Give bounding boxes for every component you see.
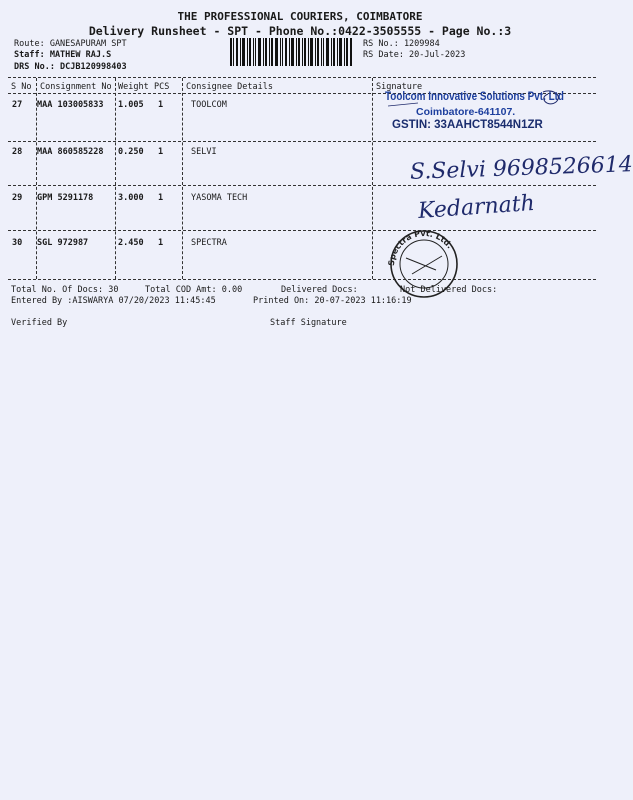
drs-number: DRS No.: DCJB120998403 <box>14 62 127 72</box>
row-divider <box>8 230 596 231</box>
row-28-weight: 0.250 <box>118 147 144 157</box>
row-30-consignment: SGL 972987 <box>37 238 89 248</box>
col-header-consignment: Consignment No <box>40 82 112 92</box>
handwritten-signature-yasoma: Kedarnath <box>417 190 536 225</box>
row-29-consignee: YASOMA TECH <box>191 193 248 203</box>
table-top-rule <box>8 77 596 78</box>
row-28-pcs: 1 <box>158 147 164 157</box>
barcode-graphic <box>230 38 353 66</box>
route-label: Route: GANESAPURAM SPT <box>14 39 127 49</box>
company-stamp-city: Coimbatore-641107. <box>416 106 516 118</box>
row-30-weight: 2.450 <box>118 238 144 248</box>
seal-ring-text: Spectra Pvt. Ltd. <box>386 228 455 267</box>
row-29-pcs: 1 <box>158 193 164 203</box>
company-stamp-gstin: GSTIN: 33AAHCT8544N1ZR <box>392 119 543 131</box>
entered-by: Entered By :AISWARYA 07/20/2023 11:45:45 <box>11 296 216 306</box>
table-bottom-rule <box>8 279 596 280</box>
row-27-consignment: MAA 103005833 <box>37 100 104 110</box>
column-divider <box>115 78 116 279</box>
row-28-consignment: MAA 860585228 <box>37 147 104 157</box>
col-header-sno: S No <box>11 82 32 92</box>
company-title: THE PROFESSIONAL COURIERS, COIMBATORE <box>177 10 423 23</box>
runsheet-subtitle: Delivery Runsheet - SPT - Phone No.:0422-3505555 - Page No.:3 <box>88 24 512 38</box>
total-docs: Total No. Of Docs: 30 <box>11 285 119 295</box>
column-divider <box>182 78 183 279</box>
row-28-sno: 28 <box>12 147 23 157</box>
svg-text:Spectra Pvt. Ltd. <box>387 229 454 266</box>
total-cod: Total COD Amt: 0.00 <box>145 285 243 295</box>
not-delivered-docs: Not Delivered Docs: <box>400 285 498 295</box>
printed-on: Printed On: 20-07-2023 11:16:19 <box>253 296 412 306</box>
row-divider <box>8 141 596 142</box>
handwritten-signature-selvi: S.Selvi 9698526614 <box>409 152 633 185</box>
staff-signature: Staff Signature <box>270 318 347 328</box>
rs-number: RS No.: 1209984 <box>363 39 440 49</box>
barcode <box>230 38 353 66</box>
row-29-sno: 29 <box>12 193 23 203</box>
col-header-signature: Signature <box>376 82 423 92</box>
row-30-pcs: 1 <box>158 238 164 248</box>
row-29-weight: 3.000 <box>118 193 144 203</box>
row-divider <box>8 185 596 186</box>
row-27-weight: 1.005 <box>118 100 144 110</box>
staff-label: Staff: MATHEW RAJ.S <box>14 50 112 60</box>
signature-scribble <box>378 88 600 128</box>
col-header-weight: Weight <box>118 82 149 92</box>
col-header-pcs: PCS <box>154 82 170 92</box>
col-header-consignee: Consignee Details <box>186 82 273 92</box>
delivered-docs: Delivered Docs: <box>281 285 358 295</box>
row-30-consignee: SPECTRA <box>191 238 227 248</box>
row-27-consignee: TOOLCOM <box>191 100 227 110</box>
row-29-consignment: GPM 5291178 <box>37 193 94 203</box>
rs-date: RS Date: 20-Jul-2023 <box>363 50 466 60</box>
company-stamp-name: Toolcom Innovative Solutions Pvt. Ltd <box>385 91 564 103</box>
verified-by: Verified By <box>11 318 68 328</box>
row-27-pcs: 1 <box>158 100 164 110</box>
row-28-consignee: SELVI <box>191 147 217 157</box>
row-27-sno: 27 <box>12 100 23 110</box>
row-30-sno: 30 <box>12 238 23 248</box>
